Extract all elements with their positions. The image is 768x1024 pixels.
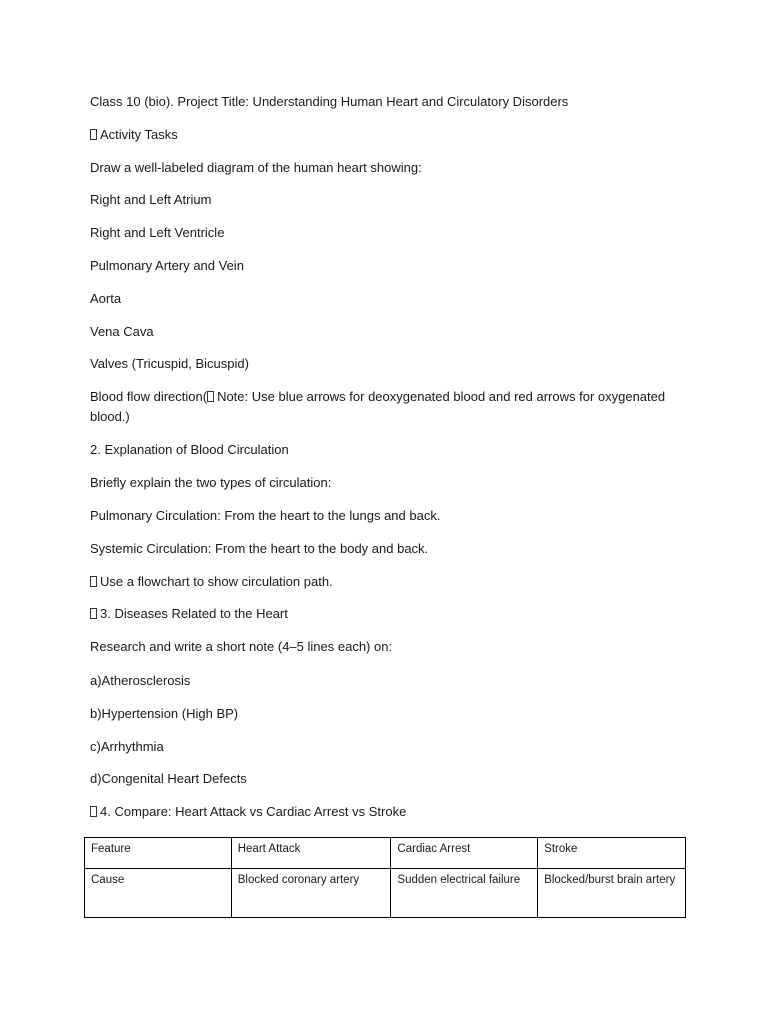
heart-part-item: Aorta xyxy=(90,291,122,306)
disease-item: b)Hypertension (High BP) xyxy=(90,706,239,721)
comparison-table xyxy=(84,837,686,918)
heart-part-item: Pulmonary Artery and Vein xyxy=(90,258,244,273)
placeholder-glyph-icon xyxy=(90,576,97,587)
disease-item: c)Arrhythmia xyxy=(90,739,164,754)
heart-part-item: Right and Left Atrium xyxy=(90,192,212,207)
placeholder-glyph-icon xyxy=(90,608,97,619)
placeholder-glyph-icon xyxy=(90,129,97,140)
table-header-cell: Heart Attack xyxy=(231,838,391,869)
table-cell: Blocked/burst brain artery xyxy=(538,869,686,918)
table-cell: Cause xyxy=(85,869,232,918)
table-header-row xyxy=(85,838,686,869)
heart-part-item: Right and Left Ventricle xyxy=(90,225,225,240)
section3-intro: Research and write a short note (4–5 lines each) on: xyxy=(90,639,393,654)
section2-intro: Briefly explain the two types of circulation: xyxy=(90,475,332,490)
table-header-cell: Feature xyxy=(85,838,232,869)
flowchart-instruction: Use a flowchart to show circulation path. xyxy=(90,572,333,592)
activity-tasks-heading: Activity Tasks xyxy=(90,125,178,145)
table-header-cell: Cardiac Arrest xyxy=(391,838,538,869)
placeholder-glyph-icon xyxy=(90,806,97,817)
heart-part-item: Valves (Tricuspid, Bicuspid) xyxy=(90,356,249,371)
disease-item: d)Congenital Heart Defects xyxy=(90,771,247,786)
placeholder-glyph-icon xyxy=(207,391,214,402)
section4-heading: 4. Compare: Heart Attack vs Cardiac Arrest vs Stroke xyxy=(90,802,406,822)
pulmonary-circulation: Pulmonary Circulation: From the heart to the lungs and back. xyxy=(90,508,441,523)
section3-heading: 3. Diseases Related to the Heart xyxy=(90,604,288,624)
table-header-cell: Stroke xyxy=(538,838,686,869)
draw-instruction: Draw a well-labeled diagram of the human heart showing: xyxy=(90,160,422,175)
heart-part-item: Vena Cava xyxy=(90,324,154,339)
systemic-circulation: Systemic Circulation: From the heart to the body and back. xyxy=(90,541,429,556)
section2-heading: 2. Explanation of Blood Circulation xyxy=(90,442,289,457)
disease-item: a)Atherosclerosis xyxy=(90,673,191,688)
blood-flow-note: Blood flow direction( Note: Use blue arrows for deoxygenated blood and red arrows for oxygenated blood.) xyxy=(90,389,666,424)
table-row xyxy=(85,869,686,918)
title-line: Class 10 (bio). Project Title: Understanding Human Heart and Circulatory Disorders xyxy=(90,94,569,109)
table-cell: Sudden electrical failure xyxy=(391,869,538,918)
table-cell: Blocked coronary artery xyxy=(231,869,391,918)
